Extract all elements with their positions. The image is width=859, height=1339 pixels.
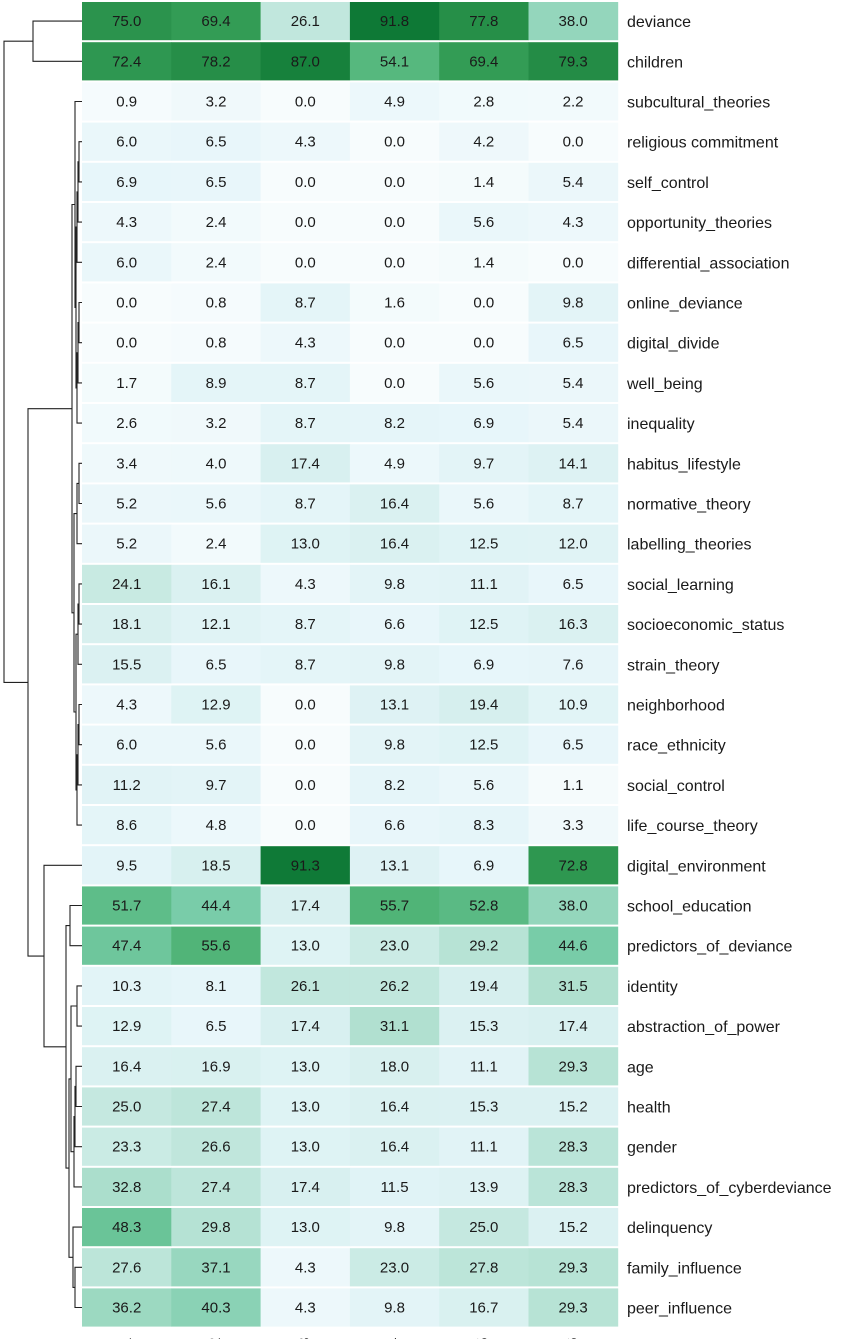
- cell-value-label: 6.0: [116, 133, 138, 151]
- cell-value-label: 26.6: [201, 1138, 231, 1156]
- dendrogram-link: [79, 142, 82, 182]
- cell-value-label: 4.3: [294, 133, 316, 151]
- dendrogram-link: [79, 705, 82, 745]
- cell-value-label: 27.4: [201, 1098, 231, 1116]
- cell-value-label: 51.7: [112, 897, 142, 915]
- dendrogram-link: [79, 584, 82, 624]
- cell-value-label: 8.2: [384, 415, 405, 433]
- cell-value-label: 7.6: [562, 656, 584, 674]
- cell-value-label: 11.1: [469, 575, 498, 593]
- cell-value-label: 0.8: [205, 294, 227, 312]
- cell-value-label: 28.3: [558, 1178, 588, 1196]
- cell-value-label: 0.8: [205, 334, 227, 352]
- cell-value-label: 17.4: [290, 1018, 320, 1036]
- cell-value-label: 12.5: [469, 616, 499, 634]
- cell-value-label: 11.2: [112, 776, 141, 794]
- cell-value-label: 8.7: [294, 616, 316, 634]
- cell-value-label: 8.7: [294, 656, 316, 674]
- cell-value-label: 23.0: [379, 937, 410, 955]
- row-label: online_deviance: [627, 295, 743, 313]
- cell-value-label: 16.4: [379, 535, 410, 553]
- cell-value-label: 48.3: [112, 1219, 142, 1237]
- cell-value-label: 4.3: [294, 1259, 316, 1277]
- cell-value-label: 16.1: [201, 575, 231, 593]
- cell-value-label: 28.3: [558, 1138, 588, 1156]
- cell-value-label: 26.1: [290, 13, 320, 31]
- cell-value-label: 15.3: [469, 1018, 499, 1036]
- row-label: school_education: [627, 898, 752, 916]
- cell-value-label: 47.4: [112, 937, 142, 955]
- row-label: religious commitment: [627, 134, 779, 152]
- cell-value-label: 9.5: [116, 857, 138, 875]
- cell-value-label: 0.0: [294, 776, 316, 794]
- cell-value-label: 3.3: [562, 817, 584, 835]
- cell-value-label: 18.5: [201, 857, 231, 875]
- dendrogram-link: [4, 41, 33, 682]
- row-dendrogram: [4, 21, 82, 1307]
- cell-value-label: 52.8: [469, 897, 499, 915]
- row-label: health: [627, 1099, 671, 1117]
- cell-value-label: 0.0: [294, 817, 316, 835]
- dendrogram-link: [79, 303, 82, 343]
- dendrogram-link: [77, 986, 82, 1026]
- row-label: predictors_of_cyberdeviance: [627, 1179, 832, 1197]
- row-label: strain_theory: [627, 657, 720, 675]
- cell-value-label: 9.7: [205, 776, 227, 794]
- cell-value-label: 8.9: [205, 374, 227, 392]
- cell-value-label: 1.4: [473, 254, 495, 272]
- cell-value-label: 13.0: [290, 1098, 320, 1116]
- row-label: neighborhood: [627, 697, 725, 715]
- cell-value-label: 5.4: [562, 173, 584, 191]
- dendrogram-link: [28, 409, 72, 956]
- cell-value-label: 5.4: [562, 415, 584, 433]
- cell-value-label: 5.6: [205, 736, 227, 754]
- cell-value-label: 10.9: [558, 696, 588, 714]
- cell-value-label: 29.3: [558, 1299, 588, 1317]
- cell-value-label: 17.4: [290, 897, 320, 915]
- cell-value-label: 16.4: [112, 1058, 142, 1076]
- row-label: children: [627, 54, 684, 72]
- cell-value-label: 5.4: [562, 374, 584, 392]
- cell-value-label: 18.0: [379, 1058, 410, 1076]
- cell-value-label: 13.0: [290, 1219, 320, 1237]
- cell-value-label: 13.9: [469, 1178, 499, 1196]
- cell-value-label: 16.9: [201, 1058, 231, 1076]
- cell-value-label: 8.1: [205, 977, 227, 995]
- cell-value-label: 27.8: [469, 1259, 499, 1277]
- cell-value-label: 11.1: [469, 1058, 498, 1076]
- cell-value-label: 13.1: [379, 696, 410, 714]
- cell-value-label: 13.1: [379, 857, 410, 875]
- cell-value-label: 0.0: [116, 334, 138, 352]
- cell-value-label: 8.6: [116, 817, 138, 835]
- cell-value-label: 8.7: [294, 495, 316, 513]
- cell-value-label: 44.6: [558, 937, 588, 955]
- cell-value-label: 6.9: [473, 857, 495, 875]
- cell-value-label: 4.8: [205, 817, 227, 835]
- row-label: social_learning: [627, 576, 734, 594]
- cell-value-label: 23.0: [379, 1259, 410, 1277]
- cell-value-label: 0.0: [384, 334, 405, 352]
- row-label: digital_environment: [627, 858, 766, 876]
- heatmap-cells: [82, 2, 618, 1327]
- cell-value-label: 25.0: [112, 1098, 142, 1116]
- cell-value-label: 26.2: [379, 977, 410, 995]
- cell-value-label: 9.8: [384, 575, 405, 593]
- cell-value-label: 12.0: [558, 535, 588, 553]
- row-label: subcultural_theories: [627, 94, 771, 112]
- cell-value-label: 10.3: [112, 977, 142, 995]
- cell-value-label: 1.1: [562, 776, 584, 794]
- row-label: opportunity_theories: [627, 215, 772, 233]
- cell-value-label: 8.7: [562, 495, 584, 513]
- row-label: differential_association: [627, 255, 790, 273]
- cell-value-label: 38.0: [558, 13, 588, 31]
- cell-value-label: 6.5: [205, 656, 227, 674]
- cell-value-label: 0.0: [473, 334, 495, 352]
- cell-value-label: 0.0: [294, 173, 316, 191]
- cell-value-label: 36.2: [112, 1299, 142, 1317]
- cell-value-label: 18.1: [112, 616, 142, 634]
- cell-value-label: 75.0: [112, 13, 142, 31]
- cell-value-label: 16.4: [379, 1098, 410, 1116]
- cell-value-label: 44.4: [201, 897, 231, 915]
- row-label: age: [627, 1059, 654, 1077]
- cell-value-label: 0.0: [384, 173, 405, 191]
- cell-value-label: 27.6: [112, 1259, 142, 1277]
- cell-value-label: 13.0: [290, 1058, 320, 1076]
- cell-value-label: 4.0: [205, 455, 227, 473]
- cell-value-label: 6.6: [384, 616, 405, 634]
- row-label: gender: [627, 1139, 677, 1157]
- cell-value-label: 0.0: [294, 93, 316, 111]
- row-label: deviance: [627, 14, 692, 32]
- cell-value-label: 5.2: [116, 535, 138, 553]
- cell-value-label: 2.4: [205, 535, 227, 553]
- cell-value-label: 6.9: [473, 415, 495, 433]
- row-label: identity: [627, 978, 678, 996]
- cell-value-label: 8.7: [294, 415, 316, 433]
- cell-value-label: 69.4: [201, 13, 231, 31]
- cell-value-label: 2.8: [473, 93, 495, 111]
- cell-value-label: 12.5: [469, 535, 499, 553]
- cell-value-label: 2.4: [205, 254, 227, 272]
- cell-value-label: 6.5: [205, 173, 227, 191]
- cell-value-label: 38.0: [558, 897, 588, 915]
- cell-value-label: 16.4: [379, 1138, 410, 1156]
- cell-value-label: 8.3: [473, 817, 495, 835]
- cell-value-label: 4.3: [294, 334, 316, 352]
- cell-value-label: 6.5: [562, 575, 584, 593]
- cell-value-label: 15.2: [558, 1098, 588, 1116]
- cell-value-label: 17.4: [290, 455, 320, 473]
- row-label: peer_influence: [627, 1300, 732, 1318]
- cell-value-label: 5.6: [473, 374, 495, 392]
- cell-value-label: 78.2: [201, 53, 231, 71]
- cell-value-label: 79.3: [558, 53, 588, 71]
- cell-value-label: 26.1: [290, 977, 320, 995]
- cell-value-label: 4.3: [294, 575, 316, 593]
- row-label: family_influence: [627, 1260, 742, 1278]
- cell-value-label: 0.0: [384, 374, 405, 392]
- row-label: self_control: [627, 174, 709, 192]
- row-label: digital_divide: [627, 335, 720, 353]
- cell-value-label: 5.6: [473, 495, 495, 513]
- cell-value-label: 19.4: [469, 977, 499, 995]
- cell-value-label: 24.1: [112, 575, 142, 593]
- cell-value-label: 6.9: [473, 656, 495, 674]
- cell-value-label: 0.0: [294, 214, 316, 232]
- cell-value-label: 11.5: [380, 1178, 409, 1196]
- cell-value-label: 55.6: [201, 937, 231, 955]
- cell-value-label: 16.4: [379, 495, 410, 513]
- cell-value-label: 4.3: [116, 214, 138, 232]
- cell-value-label: 17.4: [558, 1018, 588, 1036]
- cell-value-label: 0.0: [473, 294, 495, 312]
- cell-value-label: 6.5: [562, 334, 584, 352]
- cell-value-label: 12.1: [201, 616, 231, 634]
- cell-value-label: 72.8: [558, 857, 588, 875]
- cell-value-label: 77.8: [469, 13, 499, 31]
- cell-value-label: 8.7: [294, 374, 316, 392]
- cell-value-label: 6.5: [205, 1018, 227, 1036]
- cell-value-label: 29.3: [558, 1058, 588, 1076]
- cell-value-label: 0.0: [562, 254, 584, 272]
- cell-value-label: 32.8: [112, 1178, 142, 1196]
- cell-value-label: 3.4: [116, 455, 138, 473]
- cell-value-label: 8.7: [294, 294, 316, 312]
- cell-value-label: 2.2: [562, 93, 584, 111]
- cell-value-label: 12.5: [469, 736, 499, 754]
- cell-value-label: 9.8: [384, 656, 405, 674]
- cell-value-label: 13.0: [290, 937, 320, 955]
- cell-value-label: 6.5: [205, 133, 227, 151]
- cell-value-label: 9.8: [562, 294, 584, 312]
- cell-value-label: 16.3: [558, 616, 588, 634]
- row-label: normative_theory: [627, 496, 751, 514]
- cell-value-label: 91.8: [379, 13, 410, 31]
- cell-value-label: 0.0: [294, 254, 316, 272]
- cell-value-label: 9.8: [384, 1219, 405, 1237]
- cell-value-label: 27.4: [201, 1178, 231, 1196]
- cell-value-label: 9.8: [384, 736, 405, 754]
- cell-value-label: 4.2: [473, 133, 495, 151]
- cell-value-label: 5.6: [473, 214, 495, 232]
- row-label: predictors_of_deviance: [627, 938, 793, 956]
- cell-value-label: 91.3: [290, 857, 320, 875]
- dendrogram-link: [73, 1227, 82, 1287]
- row-label: habitus_lifestyle: [627, 456, 741, 474]
- dendrogram-link: [33, 21, 82, 61]
- cell-value-label: 4.9: [384, 455, 405, 473]
- dendrogram-link: [76, 1066, 82, 1106]
- cell-value-label: 4.9: [384, 93, 405, 111]
- row-label: delinquency: [627, 1220, 713, 1238]
- cell-value-label: 0.0: [294, 736, 316, 754]
- dendrogram-link: [79, 463, 82, 503]
- cell-value-label: 4.3: [562, 214, 584, 232]
- cell-value-label: 8.2: [384, 776, 405, 794]
- row-label: life_course_theory: [627, 818, 758, 836]
- row-labels: [626, 14, 832, 1317]
- cell-value-label: 0.0: [562, 133, 584, 151]
- row-label: labelling_theories: [627, 536, 752, 554]
- cell-value-label: 2.6: [116, 415, 138, 433]
- cell-value-label: 13.0: [290, 535, 320, 553]
- cell-value-label: 54.1: [379, 53, 410, 71]
- cell-value-label: 12.9: [112, 1018, 142, 1036]
- cell-value-label: 16.7: [469, 1299, 499, 1317]
- cell-value-label: 6.6: [384, 817, 405, 835]
- cell-value-label: 15.5: [112, 656, 142, 674]
- row-label: abstraction_of_power: [627, 1019, 780, 1037]
- cell-value-label: 37.1: [201, 1259, 231, 1277]
- dendrogram-link: [75, 1267, 82, 1307]
- cell-value-label: 5.6: [473, 776, 495, 794]
- dendrogram-link: [44, 865, 82, 1047]
- cell-value-label: 3.2: [205, 415, 227, 433]
- cell-value-label: 6.0: [116, 736, 138, 754]
- cell-value-label: 1.7: [116, 374, 138, 392]
- cell-value-label: 31.5: [558, 977, 588, 995]
- row-label: social_control: [627, 777, 725, 795]
- cell-value-label: 4.3: [116, 696, 138, 714]
- cell-value-label: 0.9: [116, 93, 138, 111]
- cell-value-label: 14.1: [558, 455, 588, 473]
- cell-value-label: 2.4: [205, 214, 227, 232]
- cell-value-label: 0.0: [116, 294, 138, 312]
- cell-value-label: 69.4: [469, 53, 499, 71]
- cell-value-label: 9.7: [473, 455, 495, 473]
- cell-value-label: 6.9: [116, 173, 138, 191]
- cell-value-label: 55.7: [379, 897, 410, 915]
- cell-value-label: 29.3: [558, 1259, 588, 1277]
- cell-value-label: 29.2: [469, 937, 499, 955]
- dendrogram-link: [70, 906, 82, 946]
- cell-value-label: 1.6: [384, 294, 405, 312]
- cell-value-label: 25.0: [469, 1219, 499, 1237]
- row-label: socioeconomic_status: [627, 617, 785, 635]
- cell-value-label: 6.5: [562, 736, 584, 754]
- cell-value-label: 23.3: [112, 1138, 142, 1156]
- cell-value-label: 13.0: [290, 1138, 320, 1156]
- cell-value-label: 3.2: [205, 93, 227, 111]
- cell-value-label: 6.0: [116, 254, 138, 272]
- cell-value-label: 9.8: [384, 1299, 405, 1317]
- cell-value-label: 0.0: [384, 214, 405, 232]
- cell-value-label: 72.4: [112, 53, 142, 71]
- cell-value-label: 0.0: [384, 254, 405, 272]
- cell-value-label: 87.0: [290, 53, 320, 71]
- cell-value-label: 17.4: [290, 1178, 320, 1196]
- cell-value-label: 4.3: [294, 1299, 316, 1317]
- cell-value-label: 40.3: [201, 1299, 231, 1317]
- cell-value-label: 12.9: [201, 696, 231, 714]
- row-label: inequality: [627, 416, 695, 434]
- cell-value-label: 15.2: [558, 1219, 588, 1237]
- row-label: well_being: [627, 375, 703, 393]
- cell-value-label: 5.6: [205, 495, 227, 513]
- cell-value-label: 5.2: [116, 495, 138, 513]
- cell-value-label: 29.8: [201, 1219, 231, 1237]
- row-label: race_ethnicity: [627, 737, 726, 755]
- cell-value-label: 11.1: [469, 1138, 498, 1156]
- cell-value-label: 15.3: [469, 1098, 499, 1116]
- cell-value-label: 0.0: [294, 696, 316, 714]
- cell-value-label: 1.4: [473, 173, 495, 191]
- cell-value-label: 0.0: [384, 133, 405, 151]
- cell-value-label: 19.4: [469, 696, 499, 714]
- cell-value-label: 31.1: [379, 1018, 410, 1036]
